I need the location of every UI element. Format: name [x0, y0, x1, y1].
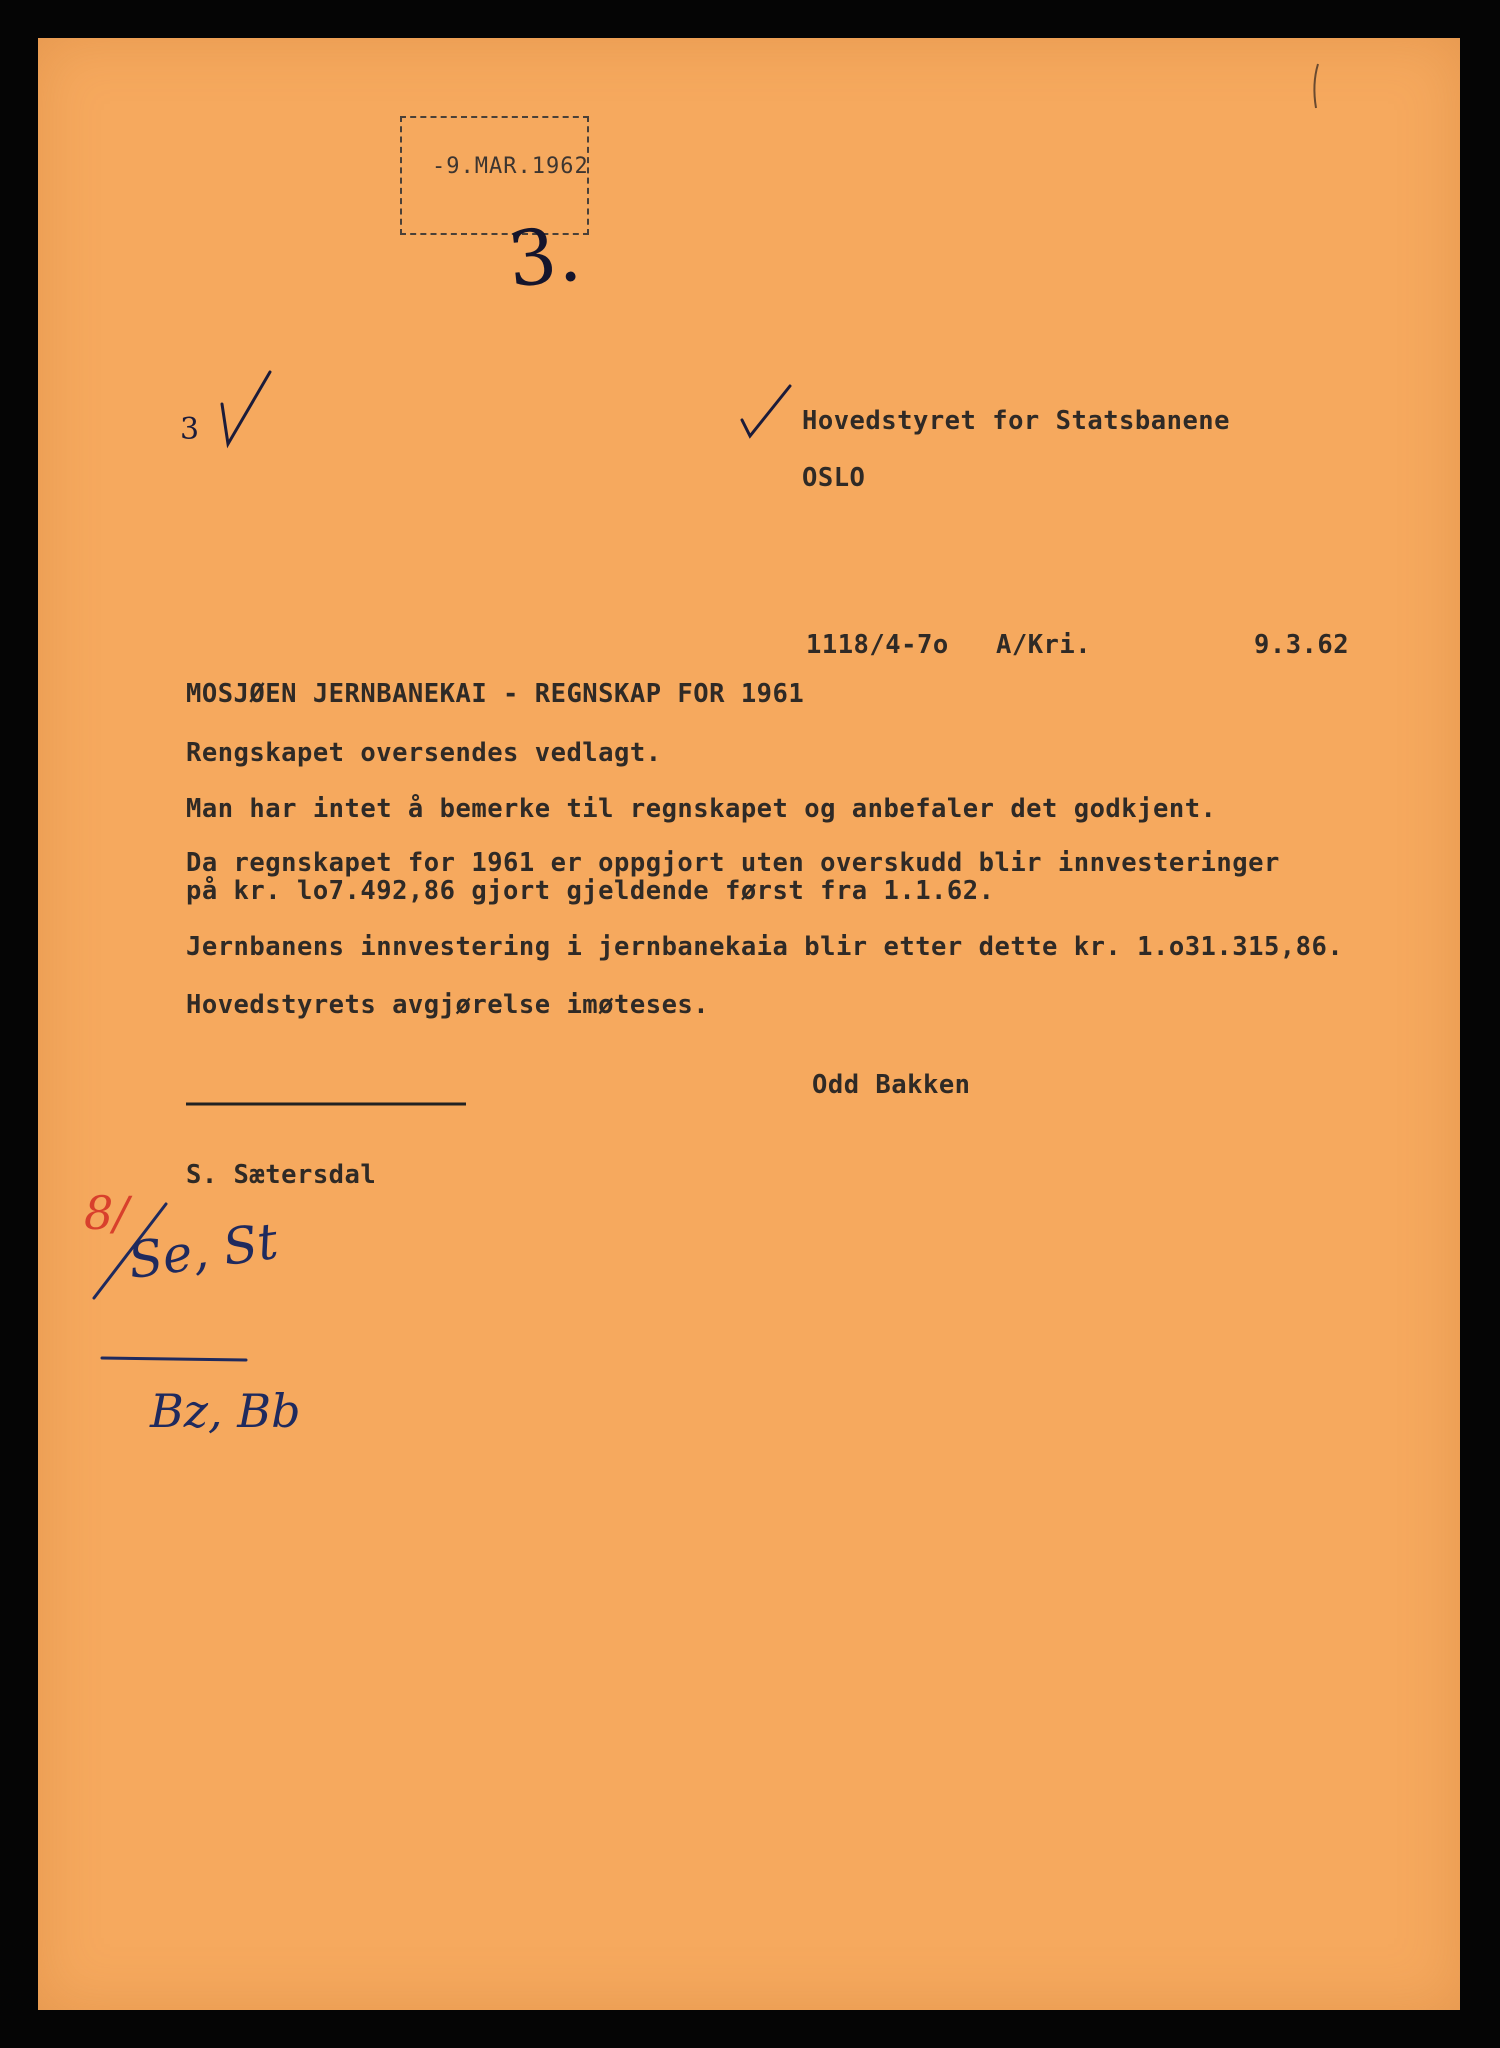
- checkmark-left-icon: [222, 372, 270, 444]
- reference-number: 1118/4-7o: [806, 630, 949, 660]
- stamp-date: -9.MAR.1962: [432, 154, 589, 179]
- body-line-5: Jernbanens innvestering i jernbanekaia blir etter dette kr. 1.o31.315,86.: [186, 932, 1344, 962]
- recipient-name: Hovedstyret for Statsbanene: [802, 406, 1231, 436]
- margin-mark-icon: [1314, 64, 1318, 108]
- body-line-1: Rengskapet oversendes vedlagt.: [186, 738, 662, 768]
- signature-left: S. Sætersdal: [186, 1160, 377, 1190]
- handwritten-initials-blue: Se, St: [124, 1211, 282, 1291]
- signature-right: Odd Bakken: [812, 1070, 971, 1100]
- reference-dept: A/Kri.: [996, 630, 1092, 660]
- handwritten-signature-bottom: Bz, Bb: [150, 1384, 301, 1438]
- slash-stroke-icon: [94, 1204, 166, 1298]
- body-line-4: på kr. lo7.492,86 gjort gjeldende først fra 1.1.62.: [186, 876, 995, 906]
- checkmark-recipient-icon: [742, 386, 790, 436]
- body-line-6: Hovedstyrets avgjørelse imøteses.: [186, 990, 710, 1020]
- subject-line: MOSJØEN JERNBANEKAI - REGNSKAP FOR 1961: [186, 679, 805, 709]
- body-line-3: Da regnskapet for 1961 er oppgjort uten overskudd blir innvesteringer: [186, 848, 1280, 878]
- handwritten-left-mark: 3: [180, 412, 200, 447]
- recipient-city: OSLO: [802, 463, 866, 493]
- reference-date: 9.3.62: [1254, 630, 1350, 660]
- handwritten-initials-red: 8/: [84, 1186, 129, 1240]
- handwritten-stamp-number: 3.: [503, 208, 585, 305]
- underline-stroke-icon: [102, 1358, 246, 1360]
- body-line-2: Man har intet å bemerke til regnskapet og anbefaler det godkjent.: [186, 794, 1217, 824]
